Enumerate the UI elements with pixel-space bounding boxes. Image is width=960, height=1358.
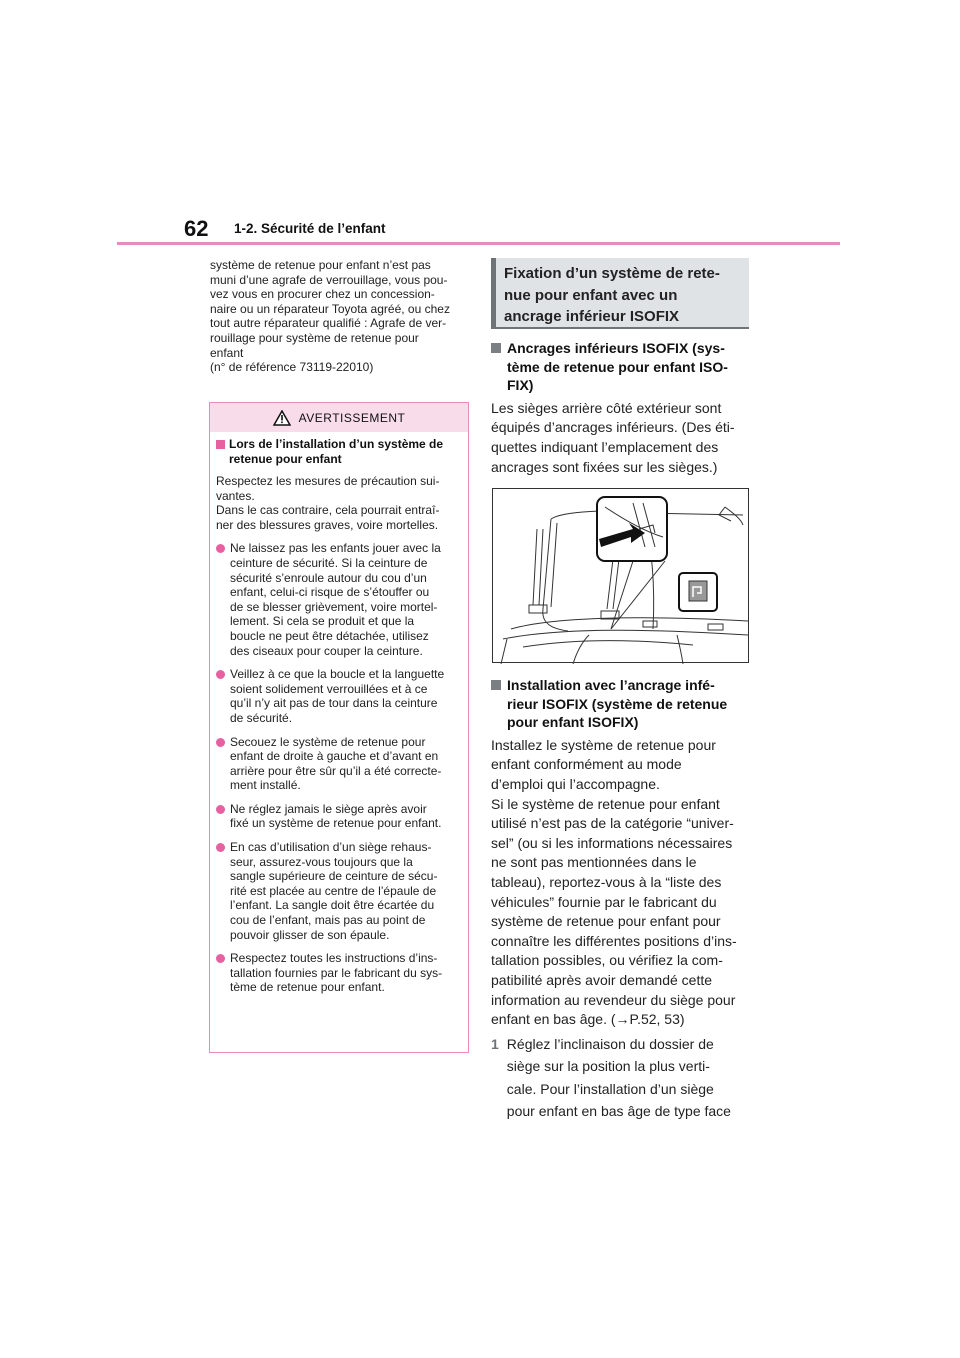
intro-paragraph: système de retenue pour enfant n’est pas muni d’une agrafe de verrouillage, vous pou- vez vous en procurer chez un concession- naire ou un réparateur Toyota agréé, ou chez tout autre réparateur qualifié : Agrafe de ver- rouillage pour système de retenue pour enfant (n° de référence 73119-22010) (210, 258, 450, 375)
rear-seat-isofix-illustration (492, 488, 749, 663)
section-title: 1-2. Sécurité de l’enfant (234, 221, 386, 236)
warning-intro: Respectez les mesures de précaution sui- vantes. Dans le cas contraire, cela pourrait entraî- ner des blessures graves, voire mortelles. (216, 474, 440, 532)
isofix-installation-heading-text: Installation avec l’ancrage infé- rieur ISOFIX (système de retenue pour enfant ISOFIX) (507, 677, 728, 731)
square-bullet-icon (491, 343, 501, 353)
warning-item-text: Respectez toutes les instructions d’ins- tallation fournies par le fabricant du sys- tème de retenue pour enfant. (230, 951, 443, 995)
right-column-bottom (491, 676, 753, 1123)
seat-drawing (493, 489, 750, 664)
topic-title: Fixation d’un système de rete- nue pour enfant avec un ancrage inférieur ISOFIX (504, 265, 720, 325)
right-column-top (491, 339, 753, 477)
isofix-installation-heading (491, 676, 753, 732)
warning-title: AVERTISSEMENT (298, 410, 406, 425)
isofix-anchors-text: Les sièges arrière côté extérieur sont équipés d’ancrages inférieurs. (Des éti- quettes indiquant l’emplacement des ancrages sont fixées sur les sièges.) (491, 399, 735, 475)
left-column (210, 258, 470, 375)
square-bullet-icon (216, 440, 225, 449)
warning-item (216, 735, 462, 793)
circle-bullet-icon (216, 544, 225, 553)
circle-bullet-icon (216, 670, 225, 679)
warning-item (216, 667, 462, 725)
warning-item-text: Secouez le système de retenue pour enfant de droite à gauche et d’avant en arrière pour être sûr qu’il a été correcte- ment installé. (230, 734, 442, 793)
topic-heading-box (491, 258, 749, 329)
warning-item-text: Veillez à ce que la boucle et la languette soient solidement verrouillées et à ce qu’il n’y ait pas de tour dans la ceinture de sécurité. (230, 667, 445, 725)
warning-body (210, 432, 468, 995)
circle-bullet-icon (216, 954, 225, 963)
circle-bullet-icon (216, 805, 225, 814)
step-text: Réglez l’inclinaison du dossier de siège sur la position la plus verti- cale. Pour l’installation d’un siège pour enfant en bas âge de type face (506, 1035, 731, 1120)
warning-item-text: Ne laissez pas les enfants jouer avec la ceinture de sécurité. Si la ceinture de sécurité s’enroule autour du cou d’un enfant, celui-ci risque de s’étouffer ou de se blesser grièvement, voire mortel- lement. Si cela se produit et que la boucle ne peut être détachée, utilisez des ciseaux pour couper la ceinture. (230, 541, 441, 658)
step-1 (491, 1033, 753, 1123)
warning-item (216, 840, 462, 942)
warning-item (216, 802, 462, 831)
circle-bullet-icon (216, 738, 225, 747)
header-rule (117, 242, 840, 245)
warning-item-text: Ne réglez jamais le siège après avoir fixé un système de retenue pour enfant. (230, 801, 442, 831)
isofix-anchors-heading-text: Ancrages inférieurs ISOFIX (sys- tème de retenue pour enfant ISO- FIX) (507, 340, 728, 394)
isofix-installation-text: Installez le système de retenue pour enfant conformément au mode d’emploi qui l’accompagne. Si le système de retenue pour enfant utilisé n’est pas de la catégorie “univer- sel” (ou si les informations nécessaires ne sont pas mentionnées dans le tableau), reportez-vous à la “liste des véhicules” fournie par le fabricant du système de retenue pour enfant pour connaître les différentes positions d’ins- tallation possibles, ou vérifiez la com- patibilité après avoir demandé cette information au revendeur du siège pour enfant en bas âge. (→P.52, 53) (491, 736, 737, 1028)
circle-bullet-icon (216, 843, 225, 852)
warning-box (209, 402, 469, 1053)
warning-item (216, 951, 462, 995)
warning-triangle-icon (273, 410, 291, 426)
isofix-anchors-heading (491, 339, 753, 395)
warning-item-text: En cas d’utilisation d’un siège rehaus- seur, assurez-vous toujours que la sangle supérieure de ceinture de sécu- rité est placée au centre de l’épaule de l’enfant. La sangle doit être écartée du cou de l’enfant, mais pas au point de pouvoir glisser de son épaule. (230, 840, 438, 942)
step-number: 1 (491, 1035, 499, 1052)
warning-subheading (216, 437, 462, 467)
warning-header (210, 403, 468, 432)
warning-subheading-text: Lors de l’installation d’un système de retenue pour enfant (229, 437, 444, 466)
page-number: 62 (184, 216, 209, 241)
square-bullet-icon (491, 680, 501, 690)
warning-item (216, 541, 462, 658)
